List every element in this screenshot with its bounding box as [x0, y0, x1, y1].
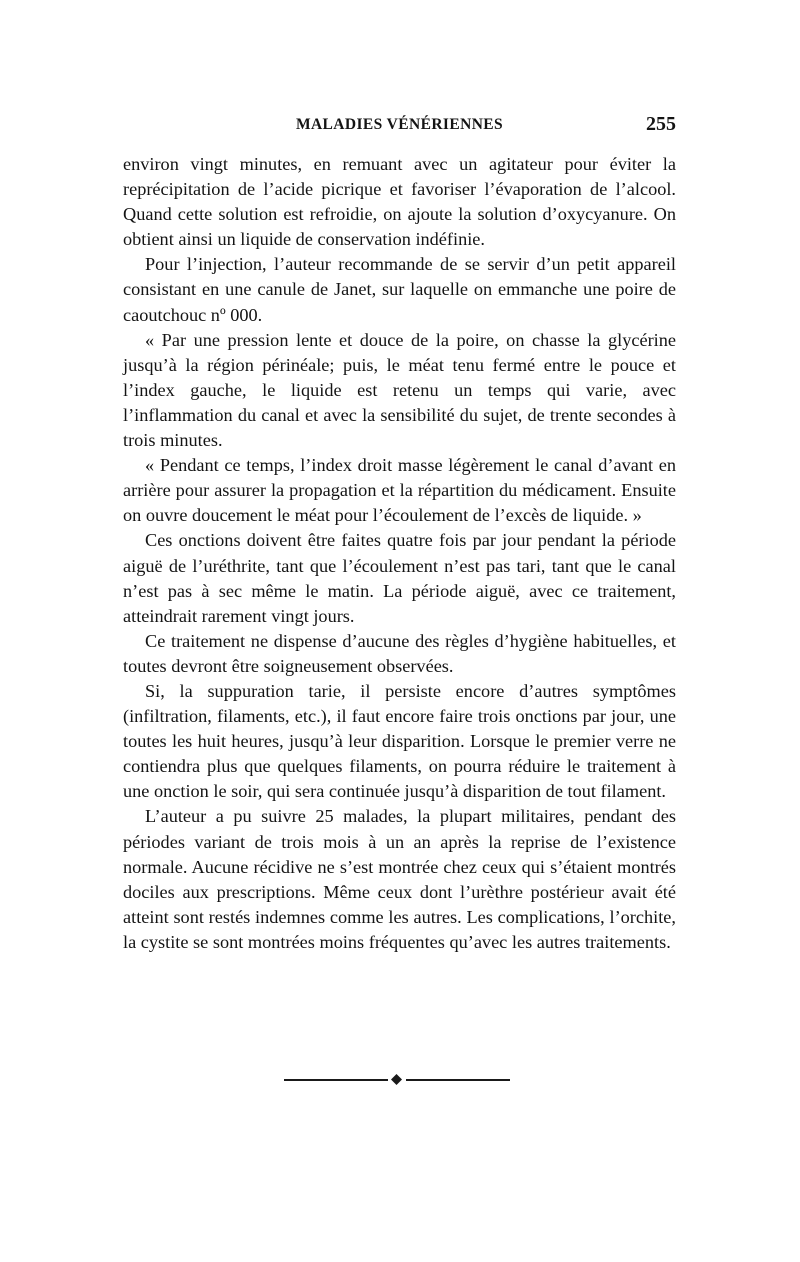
paragraph: Pour l’injection, l’auteur recommande de se servir d’un petit appareil consistant en une canule de Janet, sur laquelle on emmanche une poire de caoutchouc nº 000. — [123, 254, 676, 325]
body-text — [123, 152, 676, 955]
running-title: MALADIES VÉNÉRIENNES — [295, 116, 504, 133]
rule-line-right — [406, 1079, 510, 1081]
paragraph: environ vingt minutes, en remuant avec un agitateur pour éviter la reprécipitation de l’acide picrique et favoriser l’évaporation de l’alcool. Quand cette solution est refroidie, on ajoute la solution d’oxycyanure. On obtient ainsi un liquide de conservation indéfinie. — [123, 154, 676, 250]
paragraph: « Par une pression lente et douce de la poire, on chasse la glycérine jusqu’à la région périnéale; puis, le méat tenu fermé entre le pouce et l’index gauche, le liquide est retenu un temps qui varie, avec l’inflammation du canal et avec la sensibilité du sujet, de trente secondes à trois minutes. — [123, 329, 676, 451]
page-number: 255 — [646, 113, 676, 135]
diamond-rule-icon — [391, 1074, 402, 1085]
rule-line-left — [284, 1079, 388, 1081]
paragraph: « Pendant ce temps, l’index droit masse légèrement le canal d’avant en arrière pour assurer la propagation et la répartition du médicament. Ensuite on ouvre doucement le méat pour l’écoulement de l’excès de liquide. » — [123, 455, 676, 526]
running-head — [123, 113, 676, 142]
paragraph: L’auteur a pu suivre 25 malades, la plupart militaires, pendant des périodes variant de trois mois à un an après la reprise de l’existence normale. Aucune récidive ne s’est montrée chez ceux qui s’étaient montrés dociles aux prescriptions. Même ceux dont l’urèthre postérieur avait été atteint sont restés indemnes comme les autres. Les complications, l’orchite, la cystite se sont montrées moins fréquentes qu’avec les autres traitements. — [123, 806, 676, 952]
section-end-rule — [284, 1072, 510, 1088]
paragraph: Si, la suppuration tarie, il persiste encore d’autres symptômes (infiltration, filaments, etc.), il faut encore faire trois onctions par jour, une toutes les huit heures, jusqu’à leur disparition. Lorsque le premier verre ne contiendra plus que quelques filaments, on pourra réduire le traitement à une onction le soir, qui sera continuée jusqu’à disparition de tout filament. — [123, 680, 676, 802]
paragraph: Ce traitement ne dispense d’aucune des règles d’hygiène habituelles, et toutes devront être soigneusement observées. — [123, 630, 676, 676]
paragraph: Ces onctions doivent être faites quatre fois par jour pendant la période aiguë de l’uréthrite, tant que l’écoulement n’est pas tari, tant que le canal n’est pas à sec même le matin. La période aiguë, avec ce traitement, atteindrait rarement vingt jours. — [123, 530, 676, 626]
